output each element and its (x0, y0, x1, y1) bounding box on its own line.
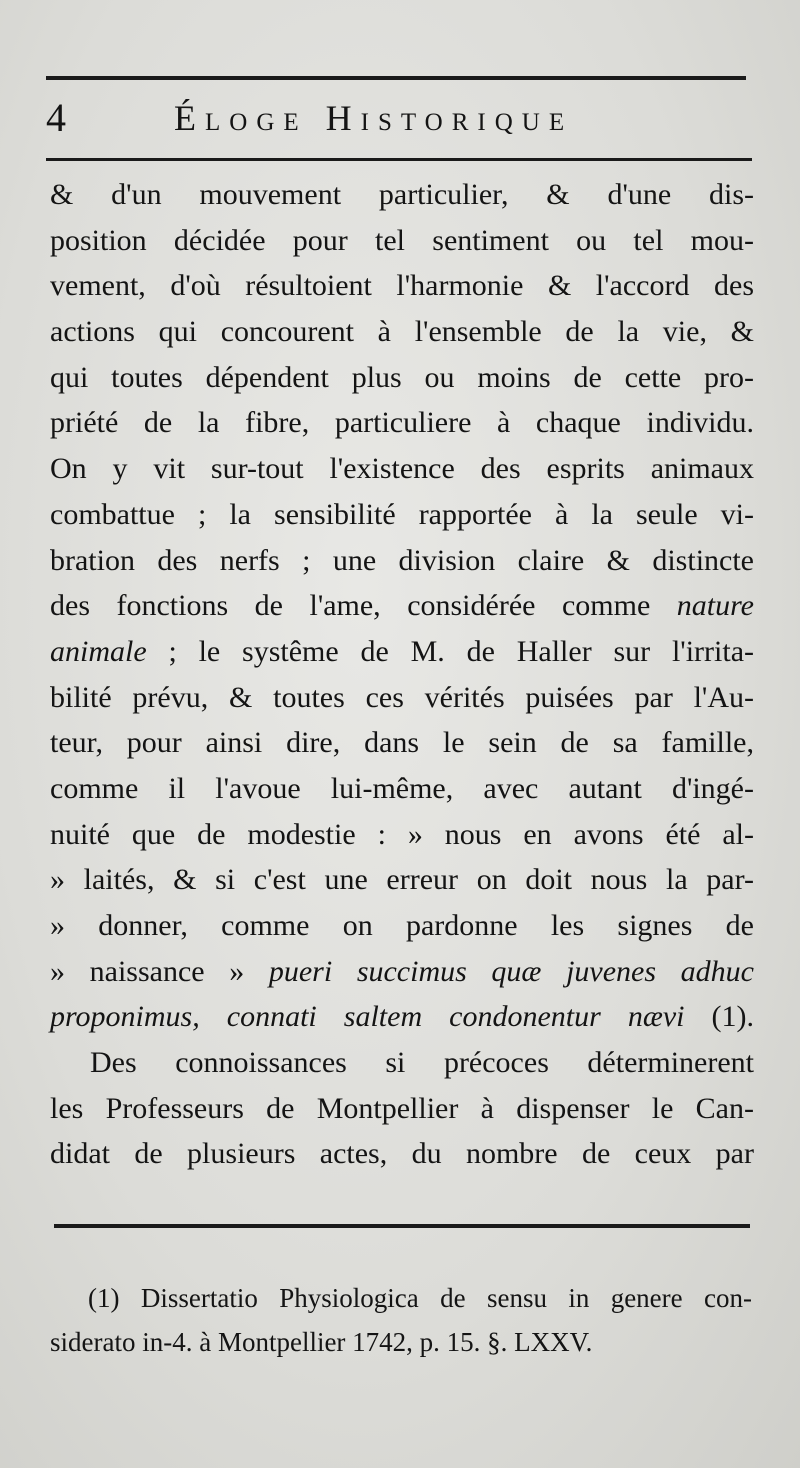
page-number: 4 (46, 95, 66, 140)
text-line: comme il l'avoue lui-même, avec autant d'ingé- (50, 771, 754, 805)
footnote (50, 1276, 752, 1364)
text-line: combattue ; la sensibilité rapportée à la seule vi- (50, 497, 754, 531)
footnote-rule (54, 1224, 750, 1228)
text-line: nuité que de modestie : » nous en avons été al- (50, 817, 754, 851)
text-line: bration des nerfs ; une division claire & distincte (50, 543, 754, 577)
footnote-line: (1) Dissertatio Physiologica de sensu in genere con- (88, 1283, 752, 1313)
italic-fragment: animale (50, 634, 147, 668)
text-line-with-italic: » naissance » pueri succimus quæ juvenes adhuc (50, 954, 754, 988)
text-line: qui toutes dépendent plus ou moins de cette pro- (50, 360, 754, 394)
body-text (50, 172, 754, 1177)
text-line: priété de la fibre, particuliere à chaque individu. (50, 406, 754, 440)
paragraph-start-line: Des connoissances si précoces déterminerent (90, 1046, 754, 1080)
text-line: vement, d'où résultoient l'harmonie & l'accord des (50, 269, 754, 303)
italic-fragment: proponimus, connati saltem condonentur nævi (50, 1000, 685, 1034)
text-line: & d'un mouvement particulier, & d'une dis- (50, 178, 754, 211)
text-line: » laités, & si c'est une erreur on doit nous la par- (50, 863, 754, 897)
running-head: Éloge Historique (174, 98, 574, 138)
header-top-rule (46, 76, 746, 80)
footnote-line: siderato in-4. à Montpellier 1742, p. 15. §. LXXV. (50, 1327, 593, 1357)
italic-fragment: pueri succimus quæ juvenes adhuc (268, 954, 754, 988)
text-line: didat de plusieurs actes, du nombre de ceux par (50, 1137, 754, 1171)
text-line: bilité prévu, & toutes ces vérités puisées par l'Au- (50, 680, 754, 714)
italic-fragment: nature (676, 589, 754, 623)
text-line: position décidée pour tel sentiment ou tel mou- (50, 223, 754, 257)
text-line: les Professeurs de Montpellier à dispenser le Can- (50, 1091, 754, 1125)
text-line: On y vit sur-tout l'existence des esprits animaux (50, 452, 754, 486)
text-line-with-italic: des fonctions de l'ame, considérée comme nature (50, 589, 754, 623)
text-line-with-italic: animale ; le systême de M. de Haller sur l'irrita- (50, 634, 754, 668)
text-line: actions qui concourent à l'ensemble de la vie, & (50, 315, 754, 349)
text-line-with-italic: proponimus, connati saltem condonentur nævi (1). (50, 1000, 754, 1034)
header-bottom-rule (46, 158, 752, 161)
text-line: » donner, comme on pardonne les signes de (50, 909, 754, 942)
text-line: teur, pour ainsi dire, dans le sein de sa famille, (50, 726, 754, 760)
